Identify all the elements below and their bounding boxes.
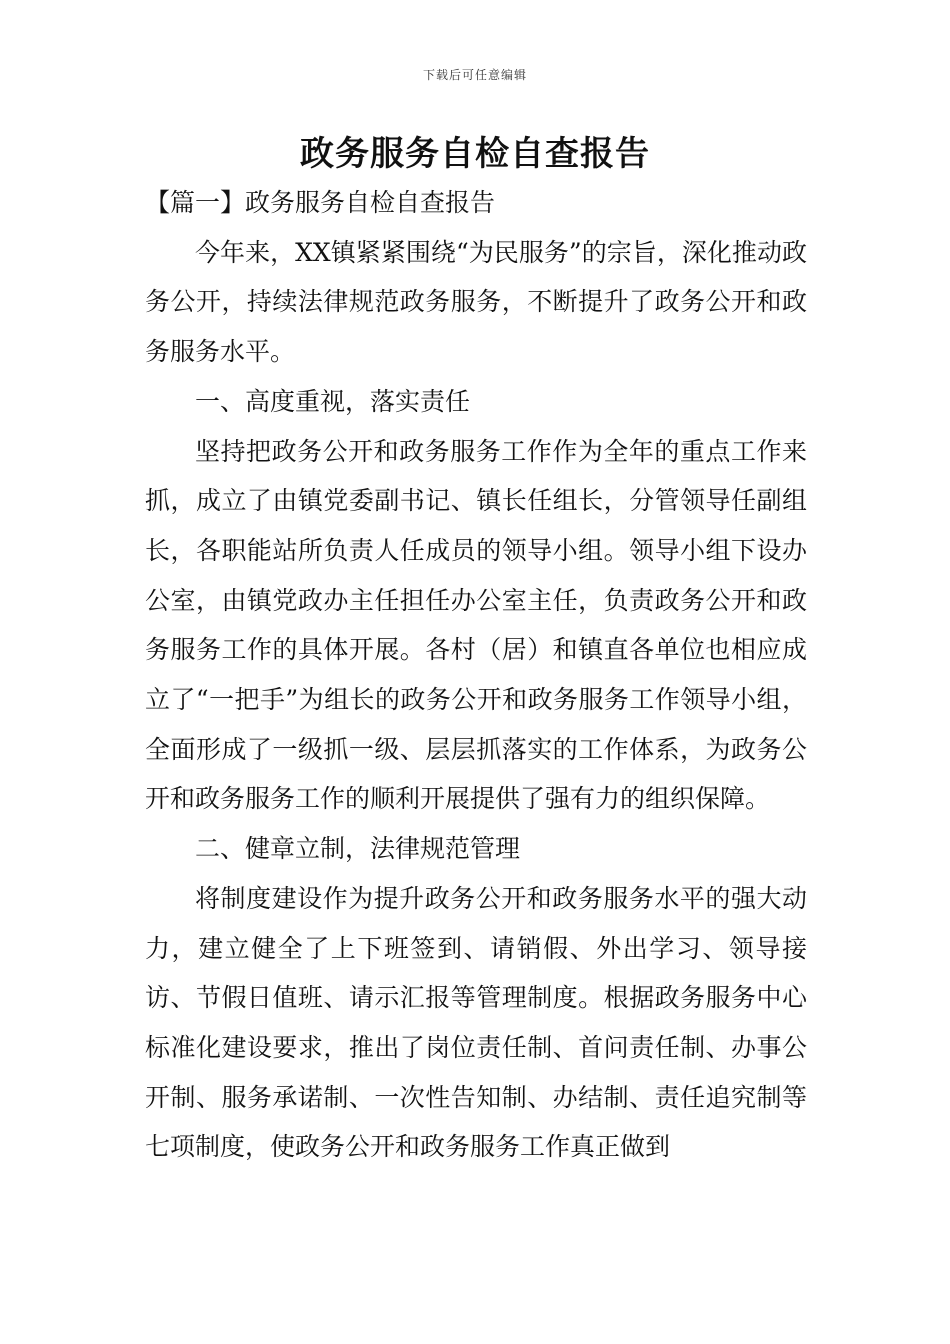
document-title: 政务服务自检自查报告 bbox=[300, 134, 650, 174]
paragraph-section-1: 坚持把政务公开和政务服务工作作为全年的重点工作来抓，成立了由镇党委副书记、镇长任组长，分管领导任副组长，各职能站所负责人任成员的领导小组。领导小组下设办公室，由镇党政办主任担任办公室主任，负责政务公开和政务服务工作的具体开展。各村（居）和镇直各单位也相应成立了“一把手”为组长的政务公开和政务服务工作领导小组，全面形成了一级抓一级、层层抓落实的工作体系，为政务公开和政务服务工作的顺利开展提供了强有力的组织保障。 bbox=[145, 436, 807, 814]
document-body bbox=[145, 178, 807, 1172]
paragraph-section-2: 将制度建设作为提升政务公开和政务服务水平的强大动力，建立健全了上下班签到、请销假、外出学习、领导接访、节假日值班、请示汇报等管理制度。根据政务服务中心标准化建设要求，推出了岗位责任制、首问责任制、办事公开制、服务承诺制、一次性告知制、办结制、责任追究制等七项制度，使政务公开和政务服务工作真正做到 bbox=[145, 883, 807, 1162]
page-header-note: 下载后可任意编辑 bbox=[422, 68, 527, 82]
section-subtitle: 【篇一】政务服务自检自查报告 bbox=[145, 188, 496, 217]
section-heading-2: 二、健章立制，法律规范管理 bbox=[195, 834, 521, 864]
section-heading-1: 一、高度重视，落实责任 bbox=[195, 386, 471, 416]
paragraph-intro: 今年来，XX镇紧紧围绕“为民服务”的宗旨，深化推动政务公开，持续法律规范政务服务，不断提升了政务公开和政务服务水平。 bbox=[145, 237, 807, 367]
